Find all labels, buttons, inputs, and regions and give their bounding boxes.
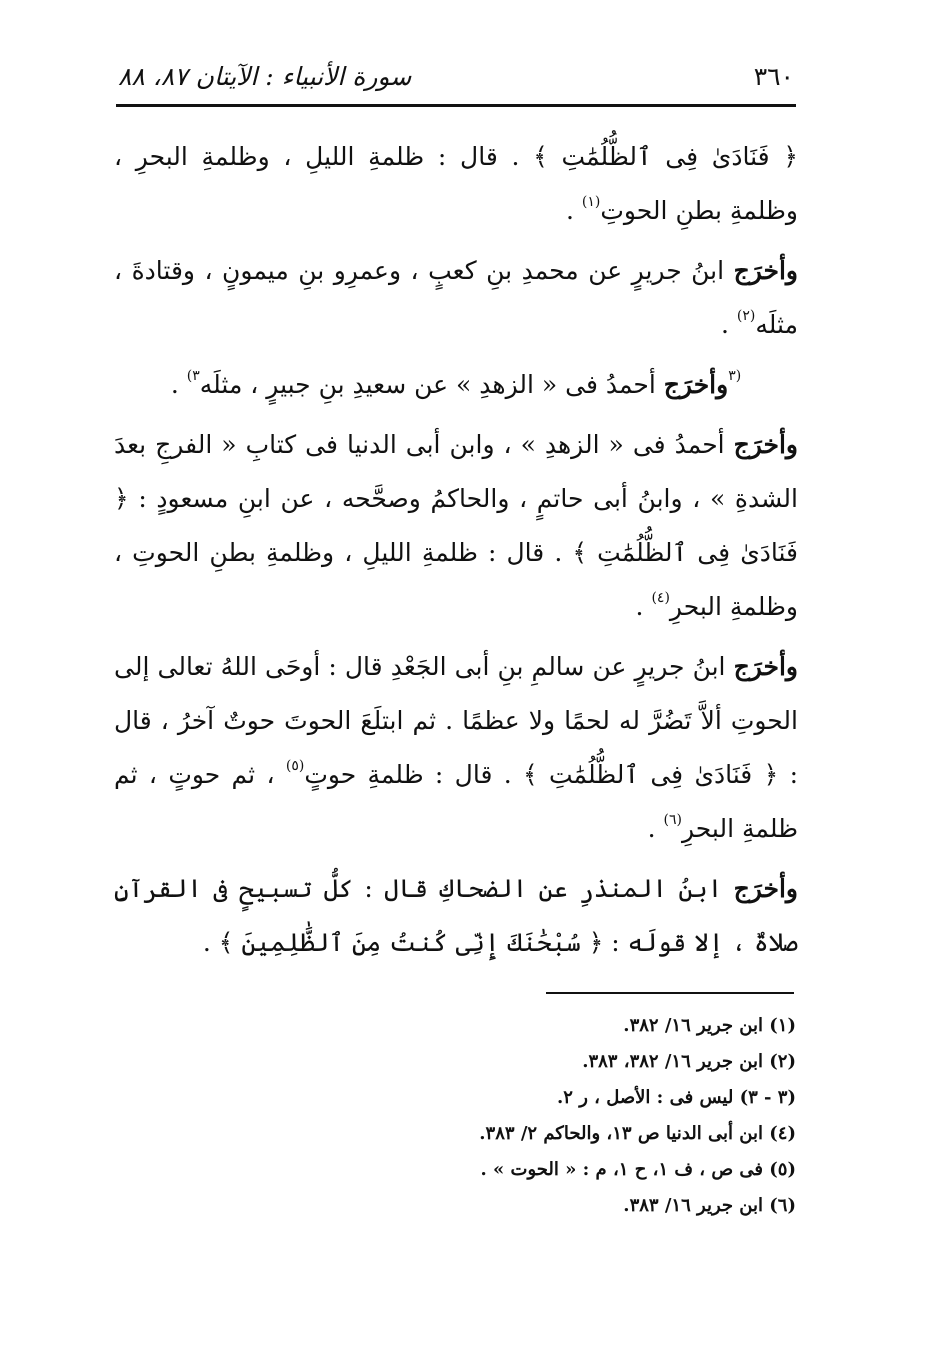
paragraph-lead-word: وأخرَج: [663, 370, 729, 399]
footnote-ref-open: (٣: [728, 367, 742, 384]
header-rule: [116, 104, 796, 107]
footnote-ref-close: ٣): [186, 367, 200, 384]
footnote-ref: (٥): [285, 757, 305, 774]
footnote: (٤) ابن أبى الدنيا ص ١٣، والحاكم ٢/ ٣٨٣.: [479, 1123, 796, 1144]
paragraph-end: .: [635, 592, 652, 621]
paragraph-text: ابنُ المنذرِ عن الضحاكِ قال : كلُّ تسبيحٍ فى القرآنِ صلاةٌ ، إلا قولَه :: [114, 874, 798, 957]
footnote: (٣ - ٣) ليس فى : الأصل ، ر ٢.: [556, 1087, 796, 1108]
paragraph-text: أحمدُ فى « الزهدِ » عن سعيدِ بنِ جبيرٍ ، مثلَه: [199, 370, 664, 399]
paragraph-end: .: [721, 310, 737, 339]
paragraph-text-continued: . قال : ظلمةِ الليلِ ، وظلمةِ بطنِ الحوتِ ، وظلمةِ البحرِ: [114, 538, 798, 621]
paragraph-lead-word: وأخرَج: [733, 256, 798, 285]
footnote-ref: (٢): [736, 307, 756, 324]
paragraph-5: [114, 640, 798, 856]
footnote: (٦) ابن جرير ١٦/ ٣٨٣.: [623, 1195, 796, 1216]
page-number: ٣٦٠: [753, 61, 794, 91]
paragraph-1: [114, 130, 798, 238]
paragraph-4: [114, 418, 798, 634]
footnote: (٢) ابن جرير ١٦/ ٣٨٢، ٣٨٣.: [582, 1051, 796, 1072]
paragraph-end: .: [565, 196, 582, 225]
running-header: [118, 56, 794, 96]
paragraph-text-continued: . قال : ظلمةِ حوتٍ: [304, 760, 523, 789]
footnote: (٥) فى ص ، ف ١، ح ١، م : « الحوت » .: [480, 1159, 796, 1180]
paragraph-2: [114, 244, 798, 352]
paragraph-6: [114, 862, 798, 970]
paragraph-text: أحمدُ فى « الزهدِ » ، وابن أبى الدنيا فى كتابِ « الفرجِ بعدَ الشدةِ » ، وابنُ أبى حاتمٍ ، والحاكمُ وصحَّحه ، عن ابنِ مسعودٍ :: [114, 430, 798, 513]
running-title: سورة الأنبياء : الآيتان ٨٧، ٨٨: [118, 61, 412, 91]
footnote-rule: [546, 992, 794, 994]
quran-quote: ﴿ فَنَادَىٰ فِى ٱلظُّلُمَٰتِ ﴾: [114, 484, 799, 567]
quran-quote: ﴿ فَنَادَىٰ فِى ٱلظُّلُمَٰتِ ﴾: [522, 760, 790, 789]
paragraph-text: . قال : ظلمةِ الليلِ ، وظلمةِ البحرِ ، وظلمةِ بطنِ الحوتِ: [114, 142, 798, 225]
footnote-ref: (٦): [663, 811, 682, 828]
paragraph-end: .: [647, 814, 664, 843]
paragraph-lead-word: وأخرَج: [733, 430, 798, 459]
footnote-ref: (١): [581, 193, 601, 210]
paragraph-text: ابنُ جريرٍ عن سالمِ بنِ أبى الجَعْدِ قال : أوحَى اللهُ تعالى إلى الحوتِ ألاَّ تَضُرَّ له لحمًا ولا عظمًا . ثم ابتلَعَ الحوتَ حوتٌ آخرُ ، قال :: [114, 652, 798, 789]
main-text: [114, 130, 798, 970]
paragraph-end: .: [170, 370, 187, 399]
paragraph-lead-word: وأخرَج: [733, 652, 798, 681]
paragraph-3: [114, 358, 798, 412]
paragraph-text-continued-2: ، ثم حوتٍ ، ثم ظلمةِ البحرِ: [114, 760, 798, 843]
paragraph-end: .: [202, 928, 219, 957]
paragraph-lead-word: وأخرَج: [733, 874, 798, 903]
footnotes: [116, 1008, 796, 1224]
footnote: (١) ابن جرير ١٦/ ٣٨٢.: [623, 1015, 796, 1036]
quran-quote: ﴿ سُبْحَٰنَكَ إِنِّى كُنتُ مِنَ ٱلظَّٰلِمِينَ ﴾: [218, 928, 612, 957]
footnote-ref: (٤): [651, 589, 670, 606]
quran-quote: ﴿ فَنَادَىٰ فِى ٱلظُّلُمَٰتِ ﴾: [533, 142, 798, 171]
paragraph-text: ابنُ جريرٍ عن محمدِ بنِ كعبٍ ، وعمرِو بنِ ميمونٍ ، وقتادةَ ، مثلَه: [114, 256, 798, 339]
